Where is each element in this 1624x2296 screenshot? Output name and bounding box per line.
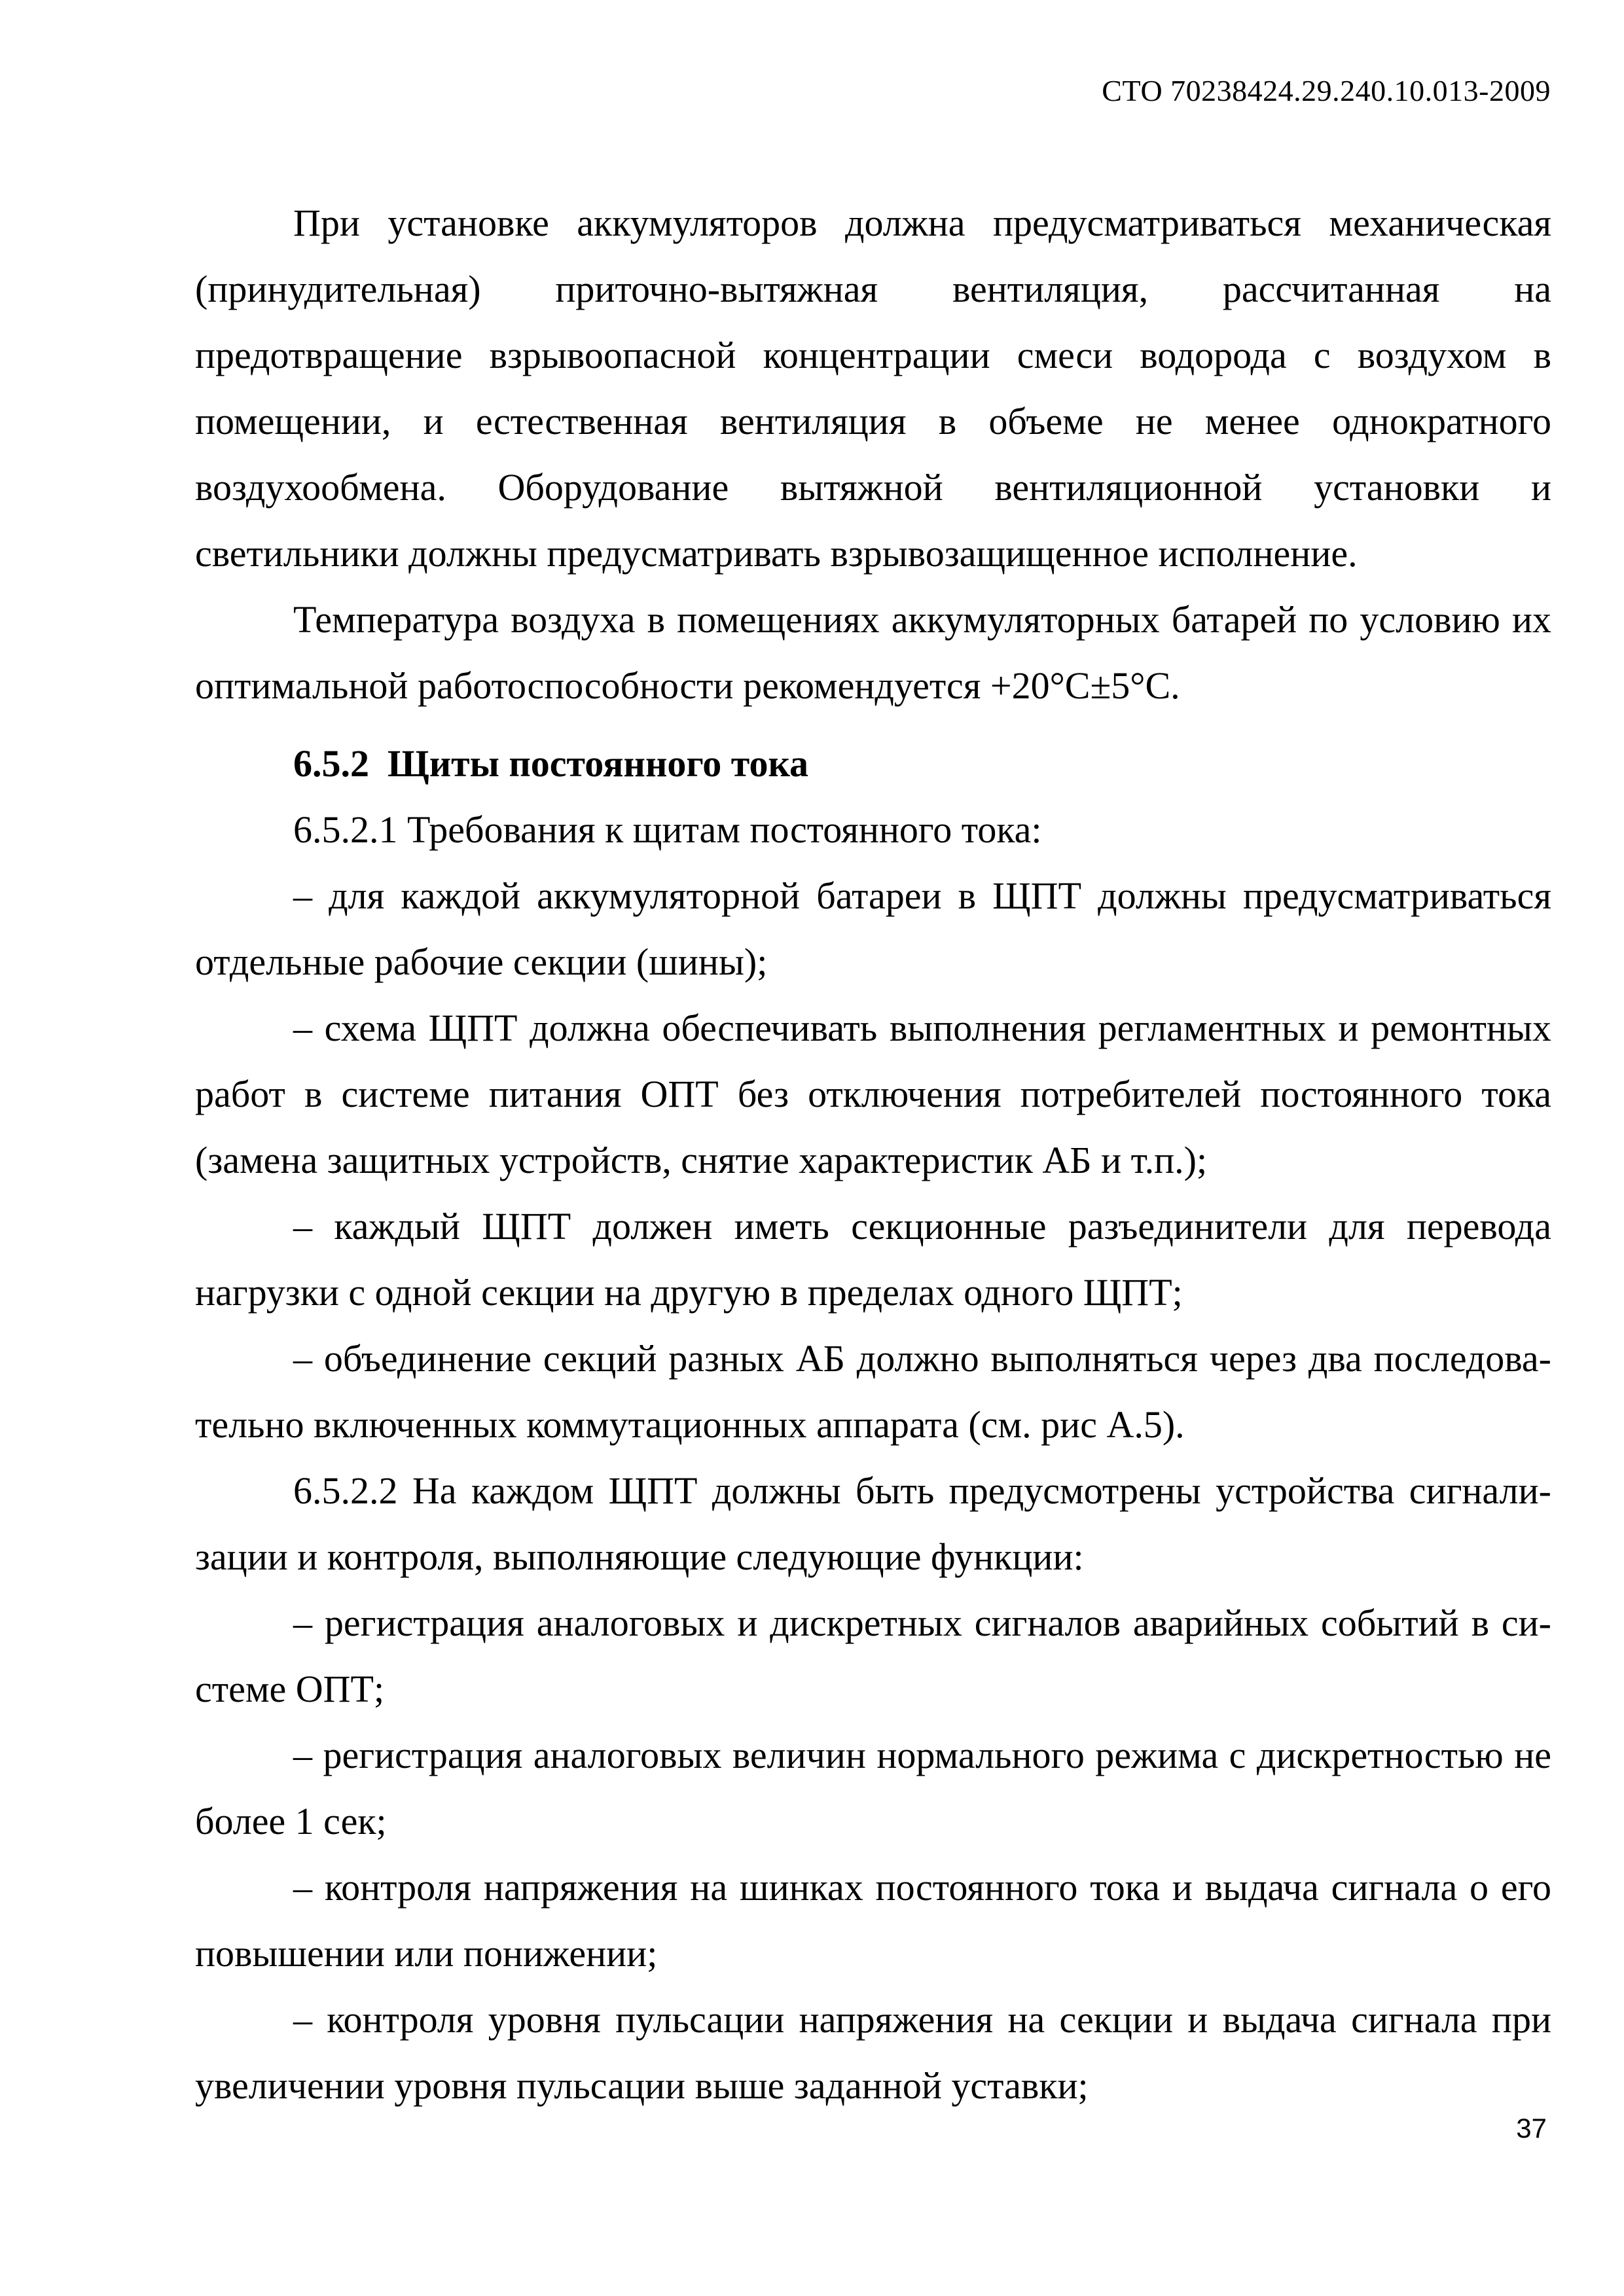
paragraph-temperature: Температура воздуха в помещениях аккумуляторных батарей по условию их оптимальной работоспособности рекомендуется +20°С±5°С. — [195, 598, 1551, 707]
paragraph-ventilation: При установке аккумуляторов должна предусматриваться механическая (принудительная) приточно-вытяжная вентиляция, рассчитанная на предотвращение взрывоопасной концентрации смеси водорода с воздухом в помещении, и естественная вентиляция в объеме не менее однократного воздухообмена. Оборудование вытяжной вентиляционной установки и светильники должны предусматривать взрывозащищенное исполнение. — [195, 202, 1551, 575]
document-body — [195, 190, 1551, 2119]
document-code-header: СТО 70238424.29.240.10.013-2009 — [1102, 74, 1551, 107]
section-number: 6.5.2 — [293, 742, 369, 785]
list-item: – контроля напряжения на шинках постоянного тока и выдача сигнала о его повышении или понижении; — [195, 1866, 1551, 1975]
list-item: – схема ЩПТ должна обеспечивать выполнения регламентных и ремонтных работ в системе питания ОПТ без отключения потребителей постоянного тока (замена защитных устройств, снятие характеристик АБ и т.п.); — [195, 1007, 1551, 1181]
list-item: – регистрация аналоговых и дискретных сигналов аварийных событий в системе ОПТ; — [195, 1602, 1551, 1710]
list-item: – регистрация аналоговых величин нормального режима с дискретностью не более 1 сек; — [195, 1734, 1551, 1842]
list-item: – для каждой аккумуляторной батареи в ЩПТ должны предусматриваться отдельные рабочие секции (шины); — [195, 874, 1551, 983]
clause-6-5-2-2: 6.5.2.2 На каждом ЩПТ должны быть предусмотрены устройства сигнализации и контроля, выполняющие следующие функции: — [195, 1469, 1551, 1578]
clause-6-5-2-1: 6.5.2.1 Требования к щитам постоянного тока: — [293, 808, 1042, 851]
page-number: 37 — [1516, 2113, 1547, 2144]
list-item: – контроля уровня пульсации напряжения на секции и выдача сигнала при увеличении уровня пульсации выше заданной уставки; — [195, 1998, 1551, 2107]
section-title: Щиты постоянного тока — [388, 742, 809, 785]
list-item: – каждый ЩПТ должен иметь секционные разъединители для перевода нагрузки с одной секции на другую в пределах одного ЩПТ; — [195, 1205, 1551, 1314]
section-heading — [195, 730, 1551, 797]
list-item: – объединение секций разных АБ должно выполняться через два последовательно включенных коммутационных аппарата (см. рис А.5). — [195, 1337, 1551, 1446]
